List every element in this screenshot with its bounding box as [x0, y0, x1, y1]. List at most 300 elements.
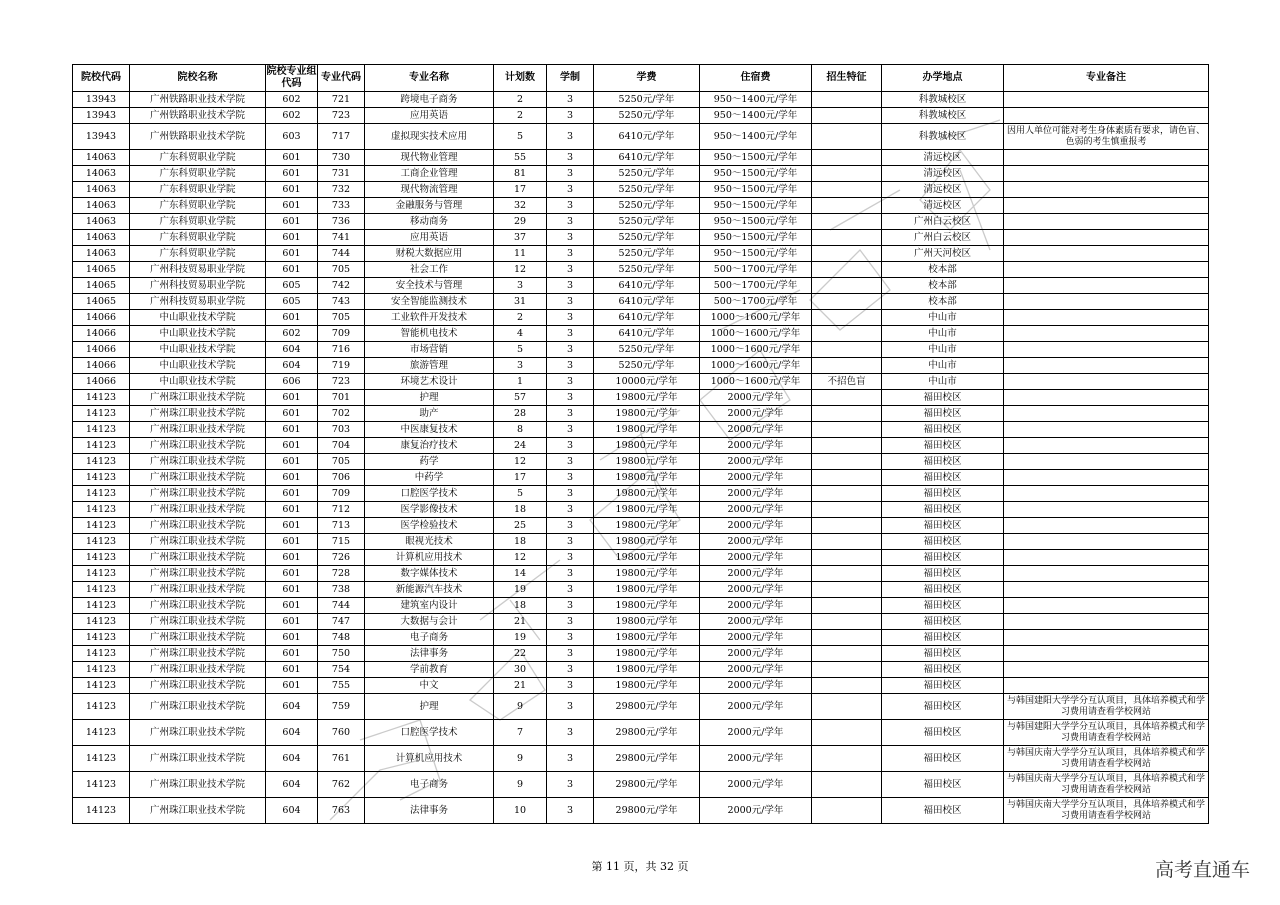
- cell-group-code: 601: [266, 150, 318, 166]
- col-group-code: 院校专业组代码: [266, 65, 318, 92]
- cell-major-name: 智能机电技术: [365, 326, 494, 342]
- cell-duration: 3: [547, 720, 594, 746]
- cell-duration: 3: [547, 246, 594, 262]
- cell-group-code: 601: [266, 246, 318, 262]
- cell-tuition: 19800元/学年: [594, 454, 700, 470]
- cell-plan-count: 22: [494, 646, 547, 662]
- cell-dorm-fee: 2000元/学年: [700, 486, 812, 502]
- cell-notes: [1004, 108, 1209, 124]
- col-dorm-fee: 住宿费: [700, 65, 812, 92]
- cell-school-code: 14063: [73, 150, 130, 166]
- cell-school-code: 14065: [73, 278, 130, 294]
- cell-plan-count: 5: [494, 342, 547, 358]
- cell-admission-feature: [812, 406, 882, 422]
- cell-school-code: 14123: [73, 454, 130, 470]
- cell-campus: 福田校区: [882, 534, 1004, 550]
- cell-group-code: 604: [266, 746, 318, 772]
- cell-major-name: 数字媒体技术: [365, 566, 494, 582]
- col-notes: 专业备注: [1004, 65, 1209, 92]
- table-row: [73, 214, 1209, 230]
- cell-major-name: 工业软件开发技术: [365, 310, 494, 326]
- cell-school-name: 广东科贸职业学院: [130, 150, 266, 166]
- cell-major-code: 702: [318, 406, 365, 422]
- cell-notes: [1004, 358, 1209, 374]
- cell-dorm-fee: 1000～1600元/学年: [700, 342, 812, 358]
- table-body: [73, 92, 1209, 824]
- cell-school-code: 14123: [73, 678, 130, 694]
- cell-major-code: 726: [318, 550, 365, 566]
- cell-group-code: 601: [266, 662, 318, 678]
- cell-major-code: 728: [318, 566, 365, 582]
- cell-admission-feature: [812, 92, 882, 108]
- cell-admission-feature: [812, 502, 882, 518]
- cell-campus: 福田校区: [882, 470, 1004, 486]
- cell-group-code: 601: [266, 198, 318, 214]
- cell-notes: 与韩国建阳大学学分互认项目，具体培养模式和学习费用请查看学校网站: [1004, 694, 1209, 720]
- cell-admission-feature: [812, 582, 882, 598]
- cell-school-name: 广东科贸职业学院: [130, 230, 266, 246]
- cell-school-code: 14063: [73, 230, 130, 246]
- cell-tuition: 6410元/学年: [594, 310, 700, 326]
- cell-plan-count: 12: [494, 262, 547, 278]
- cell-school-name: 中山职业技术学院: [130, 358, 266, 374]
- cell-tuition: 19800元/学年: [594, 662, 700, 678]
- cell-campus: 广州白云校区: [882, 230, 1004, 246]
- cell-tuition: 5250元/学年: [594, 166, 700, 182]
- cell-school-code: 14123: [73, 566, 130, 582]
- cell-admission-feature: [812, 720, 882, 746]
- cell-school-code: 14066: [73, 326, 130, 342]
- cell-tuition: 5250元/学年: [594, 262, 700, 278]
- cell-major-name: 法律事务: [365, 798, 494, 824]
- cell-duration: 3: [547, 694, 594, 720]
- cell-group-code: 605: [266, 278, 318, 294]
- cell-notes: 因用人单位可能对考生身体素质有要求，请色盲、色弱的考生慎重报考: [1004, 124, 1209, 150]
- cell-campus: 中山市: [882, 326, 1004, 342]
- cell-admission-feature: [812, 646, 882, 662]
- cell-admission-feature: [812, 630, 882, 646]
- cell-group-code: 602: [266, 326, 318, 342]
- cell-major-code: 763: [318, 798, 365, 824]
- cell-plan-count: 12: [494, 454, 547, 470]
- cell-school-code: 14063: [73, 182, 130, 198]
- cell-plan-count: 5: [494, 124, 547, 150]
- cell-school-code: 14123: [73, 470, 130, 486]
- cell-major-code: 742: [318, 278, 365, 294]
- cell-plan-count: 21: [494, 678, 547, 694]
- cell-group-code: 604: [266, 798, 318, 824]
- cell-group-code: 601: [266, 518, 318, 534]
- table-row: [73, 390, 1209, 406]
- cell-duration: 3: [547, 598, 594, 614]
- table-row: [73, 630, 1209, 646]
- cell-plan-count: 2: [494, 310, 547, 326]
- cell-duration: 3: [547, 390, 594, 406]
- cell-notes: 与韩国庆南大学学分互认项目，具体培养模式和学习费用请查看学校网站: [1004, 746, 1209, 772]
- cell-duration: 3: [547, 166, 594, 182]
- cell-campus: 福田校区: [882, 406, 1004, 422]
- cell-group-code: 601: [266, 214, 318, 230]
- cell-notes: [1004, 182, 1209, 198]
- cell-major-name: 护理: [365, 694, 494, 720]
- cell-school-code: 13943: [73, 124, 130, 150]
- cell-school-name: 广州珠江职业技术学院: [130, 772, 266, 798]
- cell-campus: 福田校区: [882, 454, 1004, 470]
- cell-major-name: 现代物流管理: [365, 182, 494, 198]
- cell-school-code: 13943: [73, 92, 130, 108]
- cell-dorm-fee: 500～1700元/学年: [700, 278, 812, 294]
- cell-group-code: 602: [266, 92, 318, 108]
- cell-notes: [1004, 342, 1209, 358]
- cell-dorm-fee: 2000元/学年: [700, 534, 812, 550]
- cell-major-code: 759: [318, 694, 365, 720]
- cell-duration: 3: [547, 310, 594, 326]
- cell-school-name: 广州珠江职业技术学院: [130, 662, 266, 678]
- col-major-code: 专业代码: [318, 65, 365, 92]
- table-row: [73, 486, 1209, 502]
- table-row: [73, 598, 1209, 614]
- cell-major-name: 环境艺术设计: [365, 374, 494, 390]
- cell-school-name: 广州珠江职业技术学院: [130, 598, 266, 614]
- cell-campus: 清远校区: [882, 182, 1004, 198]
- cell-major-code: 755: [318, 678, 365, 694]
- cell-dorm-fee: 2000元/学年: [700, 720, 812, 746]
- cell-dorm-fee: 950～1500元/学年: [700, 198, 812, 214]
- cell-major-code: 761: [318, 746, 365, 772]
- cell-notes: [1004, 326, 1209, 342]
- cell-major-name: 大数据与会计: [365, 614, 494, 630]
- cell-campus: 福田校区: [882, 582, 1004, 598]
- cell-notes: [1004, 662, 1209, 678]
- cell-group-code: 601: [266, 182, 318, 198]
- cell-major-name: 医学检验技术: [365, 518, 494, 534]
- cell-major-code: 703: [318, 422, 365, 438]
- table-row: [73, 326, 1209, 342]
- cell-admission-feature: [812, 108, 882, 124]
- table-row: [73, 182, 1209, 198]
- col-plan-count: 计划数: [494, 65, 547, 92]
- cell-school-name: 广州珠江职业技术学院: [130, 798, 266, 824]
- cell-campus: 福田校区: [882, 598, 1004, 614]
- cell-duration: 3: [547, 438, 594, 454]
- cell-major-name: 金融服务与管理: [365, 198, 494, 214]
- cell-school-code: 14063: [73, 198, 130, 214]
- cell-campus: 广州白云校区: [882, 214, 1004, 230]
- cell-duration: 3: [547, 566, 594, 582]
- cell-admission-feature: [812, 326, 882, 342]
- cell-admission-feature: [812, 150, 882, 166]
- cell-duration: 3: [547, 678, 594, 694]
- cell-duration: 3: [547, 230, 594, 246]
- cell-notes: [1004, 406, 1209, 422]
- table-row: [73, 150, 1209, 166]
- cell-notes: [1004, 278, 1209, 294]
- cell-admission-feature: [812, 598, 882, 614]
- cell-notes: [1004, 310, 1209, 326]
- cell-major-code: 760: [318, 720, 365, 746]
- cell-campus: 中山市: [882, 310, 1004, 326]
- cell-plan-count: 30: [494, 662, 547, 678]
- cell-campus: 福田校区: [882, 746, 1004, 772]
- cell-admission-feature: [812, 390, 882, 406]
- cell-dorm-fee: 2000元/学年: [700, 406, 812, 422]
- cell-notes: 与韩国庆南大学学分互认项目，具体培养模式和学习费用请查看学校网站: [1004, 772, 1209, 798]
- cell-school-name: 广东科贸职业学院: [130, 198, 266, 214]
- cell-dorm-fee: 950～1500元/学年: [700, 166, 812, 182]
- cell-campus: 中山市: [882, 342, 1004, 358]
- cell-major-code: 762: [318, 772, 365, 798]
- cell-duration: 3: [547, 150, 594, 166]
- cell-major-name: 电子商务: [365, 630, 494, 646]
- cell-group-code: 601: [266, 630, 318, 646]
- cell-major-name: 财税大数据应用: [365, 246, 494, 262]
- cell-plan-count: 55: [494, 150, 547, 166]
- cell-major-code: 716: [318, 342, 365, 358]
- cell-school-code: 14123: [73, 534, 130, 550]
- cell-dorm-fee: 2000元/学年: [700, 646, 812, 662]
- cell-dorm-fee: 1000～1600元/学年: [700, 326, 812, 342]
- cell-school-name: 广州珠江职业技术学院: [130, 720, 266, 746]
- table-row: [73, 566, 1209, 582]
- table-row: [73, 438, 1209, 454]
- cell-major-code: 747: [318, 614, 365, 630]
- cell-school-name: 广州珠江职业技术学院: [130, 486, 266, 502]
- cell-tuition: 19800元/学年: [594, 614, 700, 630]
- cell-admission-feature: [812, 342, 882, 358]
- table-row: [73, 454, 1209, 470]
- cell-tuition: 19800元/学年: [594, 406, 700, 422]
- cell-major-name: 眼视光技术: [365, 534, 494, 550]
- cell-campus: 校本部: [882, 294, 1004, 310]
- table-row: [73, 246, 1209, 262]
- cell-major-name: 学前教育: [365, 662, 494, 678]
- cell-school-code: 14123: [73, 502, 130, 518]
- cell-tuition: 6410元/学年: [594, 326, 700, 342]
- cell-tuition: 29800元/学年: [594, 772, 700, 798]
- cell-major-name: 法律事务: [365, 646, 494, 662]
- cell-major-name: 电子商务: [365, 772, 494, 798]
- cell-plan-count: 4: [494, 326, 547, 342]
- cell-plan-count: 25: [494, 518, 547, 534]
- cell-tuition: 5250元/学年: [594, 198, 700, 214]
- cell-school-name: 广州珠江职业技术学院: [130, 614, 266, 630]
- cell-major-code: 701: [318, 390, 365, 406]
- cell-notes: [1004, 454, 1209, 470]
- cell-campus: 福田校区: [882, 694, 1004, 720]
- cell-school-name: 广东科贸职业学院: [130, 246, 266, 262]
- cell-dorm-fee: 2000元/学年: [700, 746, 812, 772]
- cell-tuition: 19800元/学年: [594, 518, 700, 534]
- cell-tuition: 19800元/学年: [594, 502, 700, 518]
- cell-school-code: 14123: [73, 598, 130, 614]
- cell-dorm-fee: 2000元/学年: [700, 772, 812, 798]
- cell-tuition: 5250元/学年: [594, 246, 700, 262]
- cell-duration: 3: [547, 502, 594, 518]
- cell-tuition: 19800元/学年: [594, 390, 700, 406]
- cell-school-name: 中山职业技术学院: [130, 326, 266, 342]
- cell-tuition: 5250元/学年: [594, 214, 700, 230]
- cell-major-name: 虚拟现实技术应用: [365, 124, 494, 150]
- cell-major-code: 733: [318, 198, 365, 214]
- cell-plan-count: 17: [494, 182, 547, 198]
- cell-dorm-fee: 950～1500元/学年: [700, 214, 812, 230]
- table-row: [73, 278, 1209, 294]
- cell-major-code: 705: [318, 454, 365, 470]
- cell-duration: 3: [547, 108, 594, 124]
- cell-group-code: 606: [266, 374, 318, 390]
- cell-admission-feature: [812, 566, 882, 582]
- cell-dorm-fee: 2000元/学年: [700, 694, 812, 720]
- cell-plan-count: 19: [494, 630, 547, 646]
- cell-duration: 3: [547, 342, 594, 358]
- cell-major-code: 741: [318, 230, 365, 246]
- table-row: [73, 124, 1209, 150]
- cell-admission-feature: [812, 166, 882, 182]
- cell-dorm-fee: 950～1500元/学年: [700, 182, 812, 198]
- cell-tuition: 10000元/学年: [594, 374, 700, 390]
- cell-major-name: 中医康复技术: [365, 422, 494, 438]
- cell-major-name: 医学影像技术: [365, 502, 494, 518]
- cell-school-code: 14066: [73, 310, 130, 326]
- cell-major-name: 工商企业管理: [365, 166, 494, 182]
- cell-notes: 与韩国建阳大学学分互认项目，具体培养模式和学习费用请查看学校网站: [1004, 720, 1209, 746]
- cell-duration: 3: [547, 374, 594, 390]
- cell-plan-count: 24: [494, 438, 547, 454]
- cell-notes: [1004, 566, 1209, 582]
- cell-dorm-fee: 2000元/学年: [700, 470, 812, 486]
- cell-campus: 科教城校区: [882, 92, 1004, 108]
- cell-major-code: 744: [318, 246, 365, 262]
- cell-admission-feature: [812, 614, 882, 630]
- cell-school-name: 广州珠江职业技术学院: [130, 646, 266, 662]
- table-row: [73, 422, 1209, 438]
- cell-major-name: 移动商务: [365, 214, 494, 230]
- cell-tuition: 6410元/学年: [594, 278, 700, 294]
- cell-group-code: 603: [266, 124, 318, 150]
- cell-campus: 福田校区: [882, 550, 1004, 566]
- cell-group-code: 601: [266, 486, 318, 502]
- cell-group-code: 602: [266, 108, 318, 124]
- cell-major-code: 730: [318, 150, 365, 166]
- cell-duration: 3: [547, 470, 594, 486]
- cell-plan-count: 3: [494, 358, 547, 374]
- cell-duration: 3: [547, 772, 594, 798]
- cell-dorm-fee: 950～1500元/学年: [700, 230, 812, 246]
- cell-dorm-fee: 950～1400元/学年: [700, 108, 812, 124]
- cell-duration: 3: [547, 534, 594, 550]
- cell-plan-count: 81: [494, 166, 547, 182]
- cell-major-name: 口腔医学技术: [365, 720, 494, 746]
- cell-plan-count: 1: [494, 374, 547, 390]
- table-row: [73, 342, 1209, 358]
- table-row: [73, 582, 1209, 598]
- cell-plan-count: 9: [494, 694, 547, 720]
- cell-school-name: 广州珠江职业技术学院: [130, 390, 266, 406]
- cell-major-name: 现代物业管理: [365, 150, 494, 166]
- col-major-name: 专业名称: [365, 65, 494, 92]
- cell-dorm-fee: 2000元/学年: [700, 502, 812, 518]
- cell-major-name: 建筑室内设计: [365, 598, 494, 614]
- table-row: [73, 92, 1209, 108]
- cell-admission-feature: [812, 518, 882, 534]
- cell-tuition: 5250元/学年: [594, 342, 700, 358]
- cell-campus: 福田校区: [882, 438, 1004, 454]
- cell-major-name: 社会工作: [365, 262, 494, 278]
- cell-school-name: 广州科技贸易职业学院: [130, 278, 266, 294]
- cell-duration: 3: [547, 326, 594, 342]
- table-row: [73, 678, 1209, 694]
- cell-major-code: 721: [318, 92, 365, 108]
- cell-plan-count: 3: [494, 278, 547, 294]
- cell-dorm-fee: 2000元/学年: [700, 582, 812, 598]
- cell-tuition: 5250元/学年: [594, 108, 700, 124]
- cell-major-name: 安全技术与管理: [365, 278, 494, 294]
- cell-school-code: 14123: [73, 550, 130, 566]
- table-row: [73, 550, 1209, 566]
- cell-dorm-fee: 1000～1600元/学年: [700, 374, 812, 390]
- cell-group-code: 601: [266, 614, 318, 630]
- cell-plan-count: 28: [494, 406, 547, 422]
- cell-campus: 中山市: [882, 358, 1004, 374]
- cell-major-code: 705: [318, 262, 365, 278]
- cell-major-code: 706: [318, 470, 365, 486]
- cell-group-code: 601: [266, 390, 318, 406]
- cell-admission-feature: [812, 438, 882, 454]
- cell-school-code: 14123: [73, 582, 130, 598]
- cell-notes: [1004, 438, 1209, 454]
- cell-group-code: 601: [266, 438, 318, 454]
- cell-dorm-fee: 2000元/学年: [700, 390, 812, 406]
- cell-duration: 3: [547, 582, 594, 598]
- cell-admission-feature: [812, 534, 882, 550]
- cell-duration: 3: [547, 198, 594, 214]
- brand-logo-text: 高考直通车: [1154, 859, 1250, 881]
- cell-major-code: 712: [318, 502, 365, 518]
- cell-school-code: 14123: [73, 406, 130, 422]
- cell-admission-feature: [812, 214, 882, 230]
- cell-admission-feature: [812, 798, 882, 824]
- cell-dorm-fee: 500～1700元/学年: [700, 294, 812, 310]
- cell-school-name: 广州珠江职业技术学院: [130, 534, 266, 550]
- cell-school-name: 广州珠江职业技术学院: [130, 566, 266, 582]
- cell-admission-feature: [812, 310, 882, 326]
- cell-school-name: 广州科技贸易职业学院: [130, 294, 266, 310]
- cell-campus: 福田校区: [882, 502, 1004, 518]
- cell-major-code: 723: [318, 374, 365, 390]
- cell-school-code: 14063: [73, 214, 130, 230]
- table-row: [73, 662, 1209, 678]
- cell-major-code: 736: [318, 214, 365, 230]
- cell-school-name: 广州铁路职业技术学院: [130, 92, 266, 108]
- cell-plan-count: 2: [494, 108, 547, 124]
- cell-school-name: 广东科贸职业学院: [130, 214, 266, 230]
- cell-admission-feature: [812, 278, 882, 294]
- cell-plan-count: 31: [494, 294, 547, 310]
- cell-plan-count: 32: [494, 198, 547, 214]
- cell-plan-count: 18: [494, 534, 547, 550]
- cell-school-name: 广州科技贸易职业学院: [130, 262, 266, 278]
- table-row: [73, 108, 1209, 124]
- cell-duration: 3: [547, 550, 594, 566]
- cell-campus: 福田校区: [882, 662, 1004, 678]
- header-row: [73, 65, 1209, 92]
- cell-dorm-fee: 2000元/学年: [700, 550, 812, 566]
- cell-admission-feature: [812, 550, 882, 566]
- cell-admission-feature: [812, 422, 882, 438]
- cell-admission-feature: [812, 262, 882, 278]
- cell-school-name: 广州珠江职业技术学院: [130, 550, 266, 566]
- table-row: [73, 166, 1209, 182]
